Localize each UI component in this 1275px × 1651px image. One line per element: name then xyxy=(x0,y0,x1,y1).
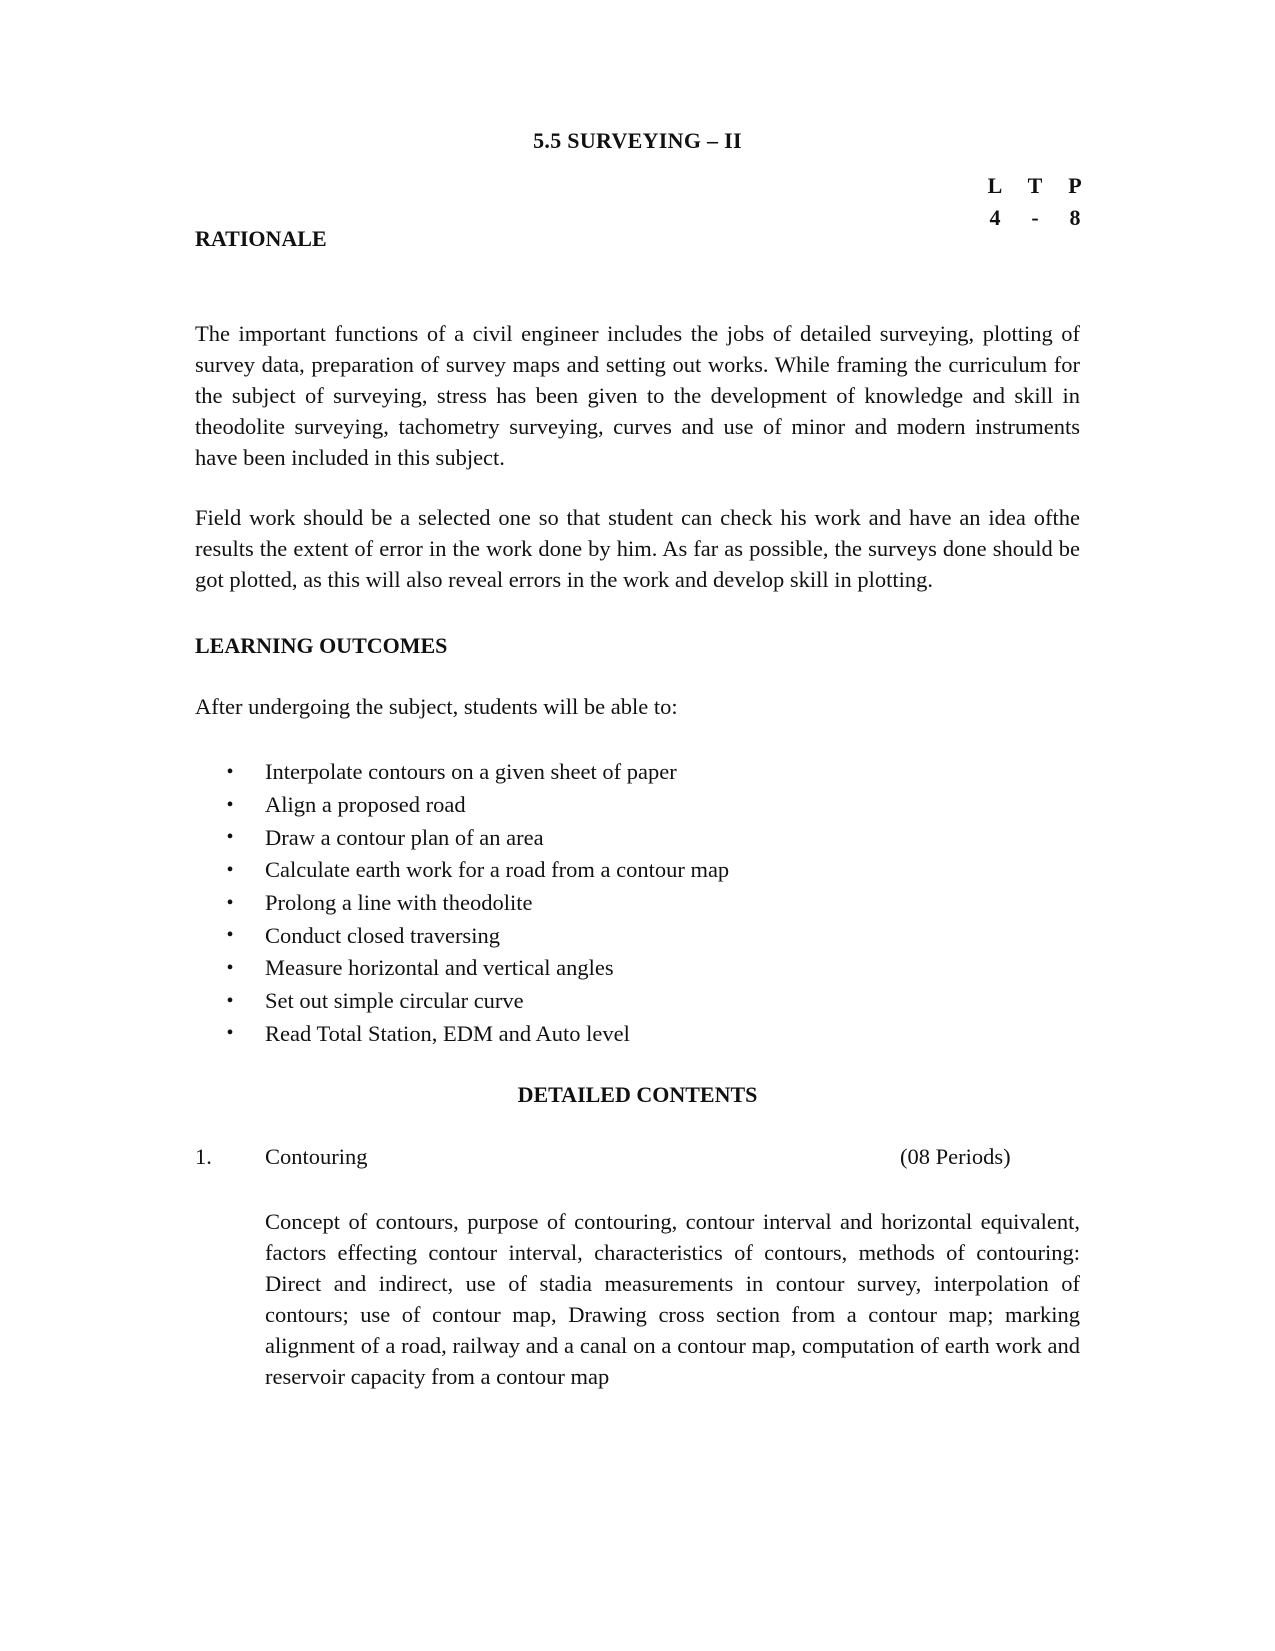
ltp-header-l: L xyxy=(987,173,1003,198)
list-item-text: Read Total Station, EDM and Auto level xyxy=(265,1020,630,1046)
ltp-table xyxy=(975,170,1095,234)
list-item-text: Conduct closed traversing xyxy=(265,922,500,948)
list-item-text: Measure horizontal and vertical angles xyxy=(265,955,614,981)
list-item xyxy=(195,854,729,887)
ltp-value-p: 8 xyxy=(1069,205,1081,230)
bullet-icon: • xyxy=(226,826,234,849)
list-item-text: Align a proposed road xyxy=(265,792,466,818)
rationale-paragraph-2: Field work should be a selected one so that student can check his work and have an idea ofthe results the extent of error in the work done by him. As far as possible, the surveys done should be got plotted, as this will also reveal errors in the work and develop skill in plotting. xyxy=(195,505,1080,592)
ltp-header-row xyxy=(975,170,1095,202)
bullet-icon: • xyxy=(226,1022,234,1045)
ltp-value-row xyxy=(975,202,1095,234)
list-item xyxy=(195,985,729,1018)
list-item-text: Draw a contour plan of an area xyxy=(265,824,544,850)
list-item xyxy=(195,821,729,854)
learning-outcomes-heading: LEARNING OUTCOMES xyxy=(195,633,448,658)
bullet-icon: • xyxy=(226,858,234,881)
detailed-contents-heading: DETAILED CONTENTS xyxy=(517,1082,758,1107)
unit-periods: (08 Periods) xyxy=(900,1144,1011,1169)
ltp-value-l: 4 xyxy=(989,205,1001,230)
ltp-value-t: - xyxy=(1031,205,1039,230)
list-item-text: Interpolate contours on a given sheet of paper xyxy=(265,759,677,785)
list-item-text: Set out simple circular curve xyxy=(265,988,524,1014)
list-item xyxy=(195,1018,729,1051)
bullet-icon: • xyxy=(226,924,234,947)
rationale-heading: RATIONALE xyxy=(195,226,327,251)
unit-description: Concept of contours, purpose of contouring, contour interval and horizontal equivalent, factors effecting contour interval, characteristics of contours, methods of contouring: Direct and indirect, use of stadia measurements in contour survey, interpolation of contours; use of contour map, Drawing cross section from a contour map; marking alignment of a road, railway and a canal on a contour map, computation of earth work and reservoir capacity from a contour map xyxy=(265,1209,1080,1389)
list-item xyxy=(195,919,729,952)
ltp-header-p: P xyxy=(1068,173,1082,198)
list-item xyxy=(195,887,729,920)
list-item xyxy=(195,952,729,985)
ltp-header-t: T xyxy=(1027,173,1043,198)
learning-outcomes-intro: After undergoing the subject, students will be able to: xyxy=(195,694,678,719)
bullet-icon: • xyxy=(226,793,234,816)
unit-number: 1. xyxy=(195,1144,212,1169)
bullet-icon: • xyxy=(226,760,234,783)
list-item xyxy=(195,789,729,822)
bullet-icon: • xyxy=(226,956,234,979)
bullet-icon: • xyxy=(226,891,234,914)
list-item-text: Prolong a line with theodolite xyxy=(265,890,533,916)
page-title: 5.5 SURVEYING – II xyxy=(533,128,742,153)
learning-outcomes-list xyxy=(195,756,729,1050)
bullet-icon: • xyxy=(226,989,234,1012)
list-item xyxy=(195,756,729,789)
rationale-paragraph-1: The important functions of a civil engineer includes the jobs of detailed surveying, plotting of survey data, preparation of survey maps and setting out works. While framing the curriculum for the subject of surveying, stress has been given to the development of knowledge and skill in theodolite surveying, tachometry surveying, curves and use of minor and modern instruments have been included in this subject. xyxy=(195,321,1080,470)
unit-title: Contouring xyxy=(265,1144,368,1169)
list-item-text: Calculate earth work for a road from a contour map xyxy=(265,857,730,883)
